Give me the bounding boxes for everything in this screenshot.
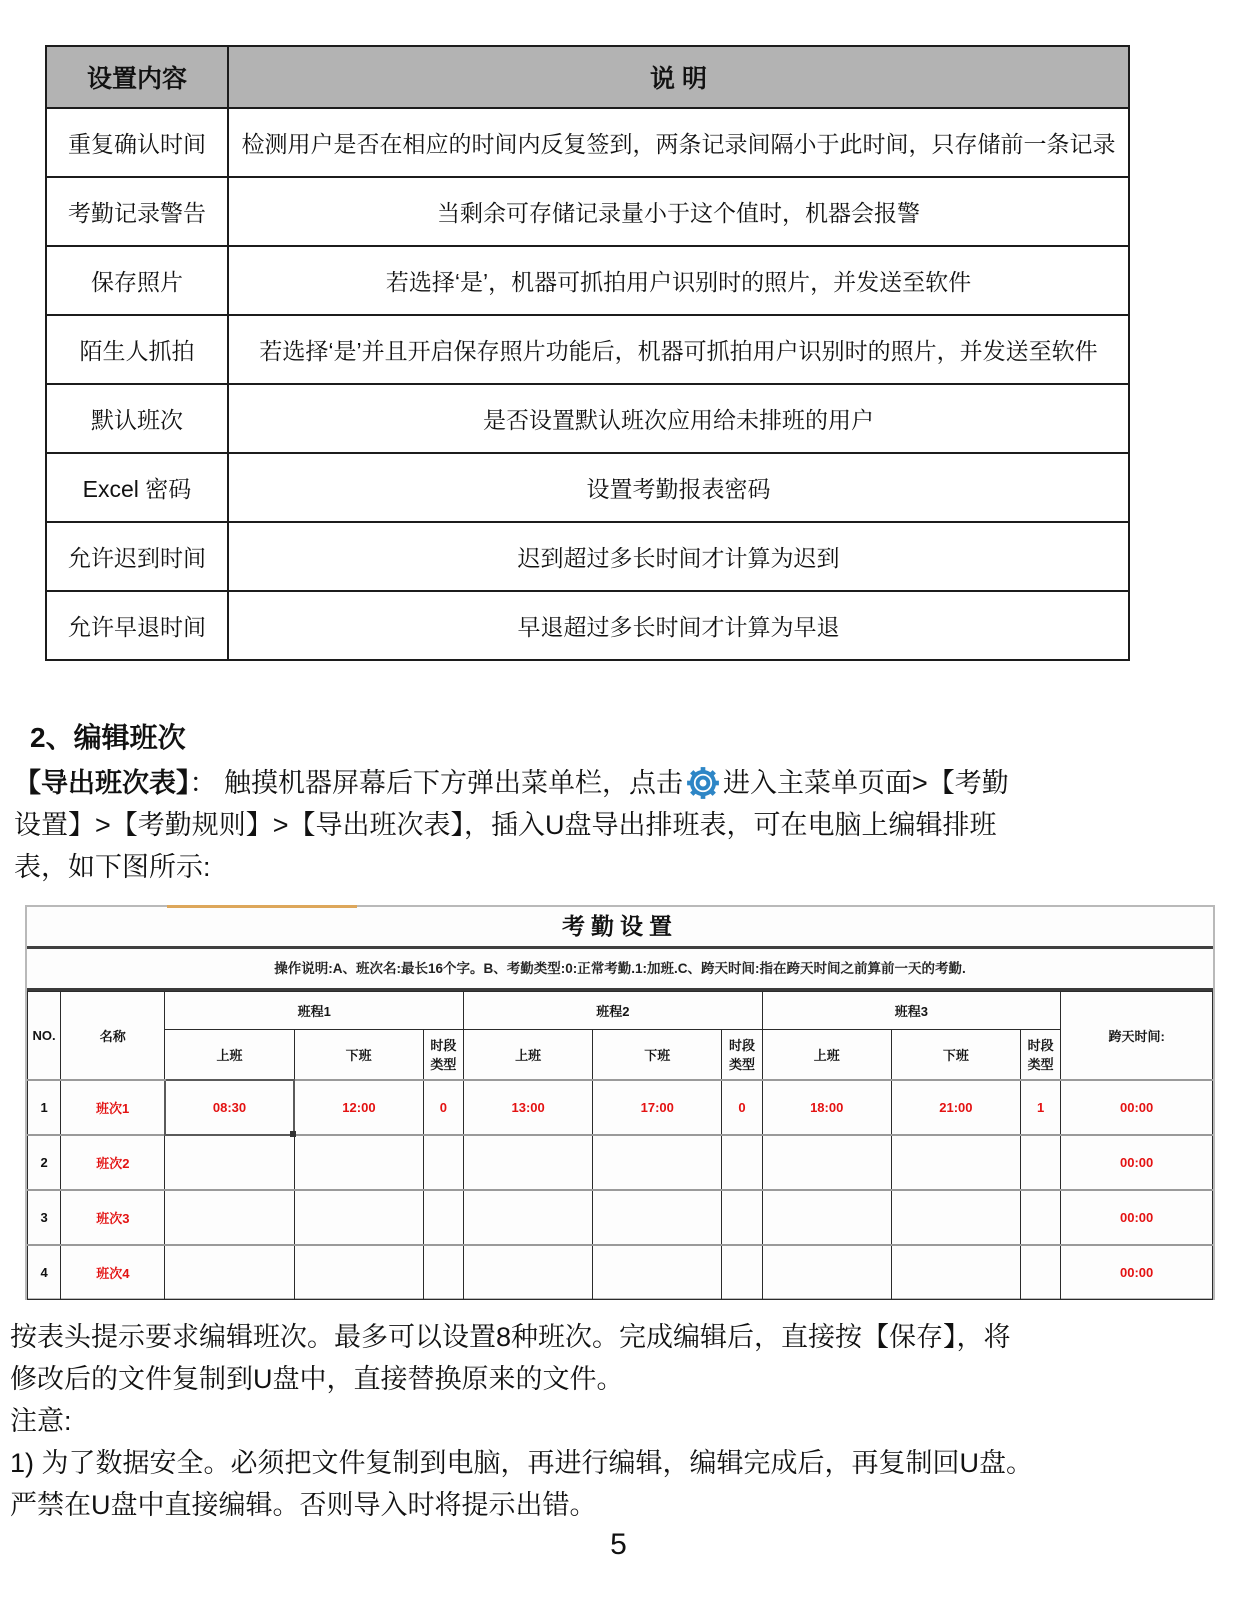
setting-desc-cell: 设置考勤报表密码 [228, 453, 1129, 522]
cell: 21:00 [891, 1080, 1020, 1135]
cell [722, 1135, 762, 1190]
off-duty-header: 下班 [593, 1030, 722, 1080]
paragraph-line: 严禁在U盘中直接编辑。否则导入时将提示出错。 [10, 1490, 597, 1520]
on-duty-header: 上班 [464, 1030, 593, 1080]
setting-desc-cell: 迟到超过多长时间才计算为迟到 [228, 522, 1129, 591]
shift-name: 班次1 [61, 1080, 165, 1135]
off-duty-header: 下班 [294, 1030, 423, 1080]
setting-name-cell: 允许早退时间 [46, 591, 228, 660]
setting-name-cell: 默认班次 [46, 384, 228, 453]
cell: 13:00 [464, 1080, 593, 1135]
setting-desc-cell: 当剩余可存储记录量小于这个值时，机器会报警 [228, 177, 1129, 246]
cell: 0 [423, 1080, 463, 1135]
table-header-row [46, 46, 1129, 108]
row-number: 3 [28, 1190, 61, 1245]
shift-name: 班次2 [61, 1135, 165, 1190]
export-shift-label: 【导出班次表】 [14, 768, 190, 798]
cell [891, 1245, 1020, 1300]
header-description: 说 明 [228, 46, 1129, 108]
export-shift-paragraph [14, 762, 1224, 888]
table-row [46, 522, 1129, 591]
setting-desc-cell: 若选择‘是’并且开启保存照片功能后，机器可抓拍用户识别时的照片，并发送至软件 [228, 315, 1129, 384]
sheet-operation-note: 操作说明:A、班次名:最长16个字。B、考勤类型:0:正常考勤.1:加班.C、跨天时间:指在跨天时间之前算前一天的考勤. [27, 949, 1213, 991]
col-no-header: NO. [28, 992, 61, 1080]
sheet-group-header-row [28, 992, 1213, 1030]
cell [294, 1245, 423, 1300]
setting-name-cell: 考勤记录警告 [46, 177, 228, 246]
gear-icon [685, 765, 721, 801]
cell: 0 [722, 1080, 762, 1135]
setting-desc-cell: 是否设置默认班次应用给未排班的用户 [228, 384, 1129, 453]
cell [1020, 1135, 1060, 1190]
cell [593, 1190, 722, 1245]
shift-segment-2-header: 班程2 [464, 992, 763, 1030]
shift-segment-1-header: 班程1 [165, 992, 464, 1030]
cell [423, 1135, 463, 1190]
shift-row [28, 1135, 1213, 1190]
setting-name-cell: Excel 密码 [46, 453, 228, 522]
paragraph-text: ： 触摸机器屏幕后下方弹出菜单栏，点击 [189, 768, 684, 798]
cross-day-cell: 00:00 [1061, 1245, 1213, 1300]
sheet-title: 考勤设置 [27, 907, 1213, 949]
cell [722, 1245, 762, 1300]
cell [165, 1190, 294, 1245]
setting-desc-cell: 检测用户是否在相应的时间内反复签到，两条记录间隔小于此时间，只存储前一条记录 [228, 108, 1129, 177]
cell [891, 1135, 1020, 1190]
bottom-paragraphs [10, 1316, 1228, 1526]
cell [165, 1245, 294, 1300]
cell [294, 1135, 423, 1190]
cell [423, 1190, 463, 1245]
shift-name: 班次3 [61, 1190, 165, 1245]
table-row [46, 315, 1129, 384]
cross-day-cell: 00:00 [1061, 1080, 1213, 1135]
cell [762, 1245, 891, 1300]
cell [891, 1190, 1020, 1245]
selected-cell: 08:30 [165, 1080, 294, 1135]
setting-desc-cell: 早退超过多长时间才计算为早退 [228, 591, 1129, 660]
setting-desc-cell: 若选择‘是’，机器可抓拍用户识别时的照片，并发送至软件 [228, 246, 1129, 315]
header-setting-name: 设置内容 [46, 46, 228, 108]
paragraph-line2: 设置】>【考勤规则】>【导出班次表】，插入U盘导出排班表，可在电脑上编辑排班 [14, 810, 997, 840]
setting-name-cell: 允许迟到时间 [46, 522, 228, 591]
cell [1020, 1245, 1060, 1300]
cell [464, 1190, 593, 1245]
orange-highlight-bar [167, 905, 357, 908]
row-number: 2 [28, 1135, 61, 1190]
paragraph-line: 修改后的文件复制到U盘中，直接替换原来的文件。 [10, 1364, 624, 1394]
shift-segment-3-header: 班程3 [762, 992, 1061, 1030]
cell [464, 1245, 593, 1300]
shift-row [28, 1245, 1213, 1300]
cell [165, 1135, 294, 1190]
off-duty-header: 下班 [891, 1030, 1020, 1080]
cell [294, 1190, 423, 1245]
cell [762, 1135, 891, 1190]
cell: 18:00 [762, 1080, 891, 1135]
period-type-header: 时段类型 [722, 1030, 762, 1080]
table-row [46, 591, 1129, 660]
paragraph-text: 进入主菜单页面>【考勤 [723, 768, 1009, 798]
cell [593, 1245, 722, 1300]
col-name-header: 名称 [61, 992, 165, 1080]
settings-table [45, 45, 1130, 661]
cell: 1 [1020, 1080, 1060, 1135]
cross-day-cell: 00:00 [1061, 1135, 1213, 1190]
note-label: 注意: [10, 1406, 72, 1436]
page-number: 5 [610, 1528, 627, 1561]
shift-row [28, 1190, 1213, 1245]
cross-day-cell: 00:00 [1061, 1190, 1213, 1245]
setting-name-cell: 重复确认时间 [46, 108, 228, 177]
cross-day-header: 跨天时间: [1061, 992, 1213, 1080]
cell [423, 1245, 463, 1300]
on-duty-header: 上班 [762, 1030, 891, 1080]
shift-row [28, 1080, 1213, 1135]
setting-name-cell: 陌生人抓拍 [46, 315, 228, 384]
schedule-spreadsheet-image [25, 905, 1215, 1300]
cell [722, 1190, 762, 1245]
paragraph-line3: 表，如下图所示: [14, 852, 211, 882]
cell [762, 1190, 891, 1245]
table-row [46, 108, 1129, 177]
period-type-header: 时段类型 [1020, 1030, 1060, 1080]
cell [593, 1135, 722, 1190]
paragraph-line: 按表头提示要求编辑班次。最多可以设置8种班次。完成编辑后，直接按【保存】，将 [10, 1322, 1011, 1352]
row-number: 1 [28, 1080, 61, 1135]
section-heading: 2、编辑班次 [30, 722, 186, 753]
shift-table [27, 991, 1213, 1300]
table-row [46, 384, 1129, 453]
shift-name: 班次4 [61, 1245, 165, 1300]
paragraph-line: 1) 为了数据安全。必须把文件复制到电脑，再进行编辑，编辑完成后，再复制回U盘。 [10, 1448, 1034, 1478]
table-row [46, 177, 1129, 246]
period-type-header: 时段类型 [423, 1030, 463, 1080]
table-row [46, 246, 1129, 315]
cell [1020, 1190, 1060, 1245]
cell: 17:00 [593, 1080, 722, 1135]
on-duty-header: 上班 [165, 1030, 294, 1080]
row-number: 4 [28, 1245, 61, 1300]
cell [464, 1135, 593, 1190]
cell: 12:00 [294, 1080, 423, 1135]
setting-name-cell: 保存照片 [46, 246, 228, 315]
sheet-sub-header-row [28, 1030, 1213, 1080]
table-row [46, 453, 1129, 522]
